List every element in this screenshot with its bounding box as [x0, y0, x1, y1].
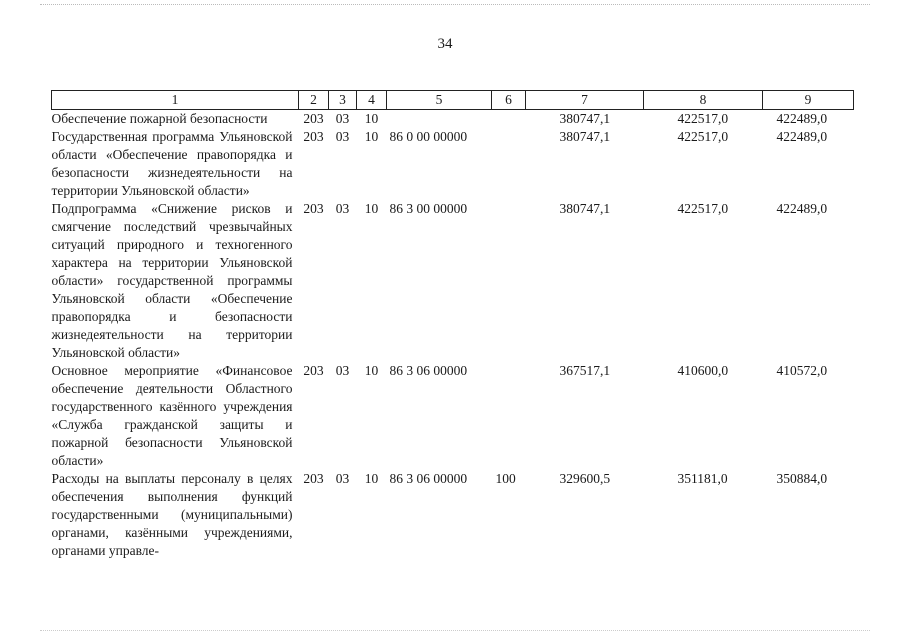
column-header-4: 4 — [357, 91, 387, 110]
column-header-2: 2 — [299, 91, 329, 110]
row-value-7: 367517,1 — [559, 363, 611, 378]
row-code-6 — [492, 362, 526, 470]
row-value-9: 410572,0 — [776, 363, 828, 378]
row-value-7: 329600,5 — [559, 471, 611, 486]
column-header-3: 3 — [329, 91, 357, 110]
column-header-6: 6 — [492, 91, 526, 110]
column-header-5: 5 — [387, 91, 492, 110]
row-code-3: 03 — [335, 471, 350, 486]
row-value-9: 422489,0 — [776, 201, 828, 216]
table-row — [52, 470, 854, 560]
row-value-9: 422489,0 — [776, 111, 828, 126]
row-code-2: 203 — [303, 111, 324, 126]
row-code-2: 203 — [303, 363, 324, 378]
row-name: Обеспечение пожарной безопасности — [51, 111, 268, 126]
row-code-2: 203 — [303, 129, 324, 144]
row-code-4: 10 — [364, 129, 379, 144]
row-code-2: 203 — [303, 201, 324, 216]
row-name: Основное мероприятие «Финансовое обеспечение деятельности Областного государственного казённого учреждения «Служба гражданской защиты и пожарной безопасности Ульяновской области» — [51, 363, 293, 468]
row-value-8: 351181,0 — [677, 471, 728, 486]
row-code-5 — [387, 110, 492, 129]
row-name: Подпрограмма «Снижение рисков и смягчение последствий чрезвычайных ситуаций природного и техногенного характера на территории Ульяновской области» государственной программы Ульяновской области «Обеспечение правопорядка и безопасности жизнедеятельности на территории Ульяновской области» — [51, 201, 293, 360]
column-header-7: 7 — [526, 91, 644, 110]
row-value-8: 422517,0 — [677, 129, 729, 144]
row-code-4: 10 — [364, 201, 379, 216]
row-code-5: 86 3 00 00000 — [389, 201, 468, 216]
scan-artifact-top — [40, 4, 870, 6]
row-value-9: 350884,0 — [776, 471, 828, 486]
column-header-8: 8 — [644, 91, 763, 110]
row-code-4: 10 — [364, 471, 379, 486]
row-value-7: 380747,1 — [559, 201, 611, 216]
row-code-5: 86 0 00 00000 — [389, 129, 468, 144]
table-row — [52, 110, 854, 129]
scan-artifact-bottom — [40, 630, 870, 632]
row-code-3: 03 — [335, 201, 350, 216]
row-value-7: 380747,1 — [559, 111, 611, 126]
row-name: Государственная программа Ульяновской области «Обеспечение правопорядка и безопасности жизнедеятельности на территории Ульяновской области» — [51, 129, 293, 198]
row-code-3: 03 — [335, 129, 350, 144]
table-header-row — [52, 91, 854, 110]
budget-table — [51, 90, 854, 560]
row-value-7: 380747,1 — [559, 129, 611, 144]
row-code-4: 10 — [364, 111, 379, 126]
row-code-4: 10 — [364, 363, 379, 378]
table-row — [52, 128, 854, 200]
table-row — [52, 362, 854, 470]
row-code-3: 03 — [335, 111, 350, 126]
row-code-5: 86 3 06 00000 — [389, 471, 468, 486]
column-header-1: 1 — [52, 91, 299, 110]
row-code-6 — [492, 128, 526, 200]
row-value-8: 410600,0 — [677, 363, 729, 378]
column-header-9: 9 — [763, 91, 854, 110]
row-value-8: 422517,0 — [677, 111, 729, 126]
row-code-3: 03 — [335, 363, 350, 378]
row-name: Расходы на выплаты персоналу в целях обеспечения выполнения функций государственными (муниципальными) органами, казёнными учреждениями, органами управле- — [51, 471, 293, 558]
row-value-8: 422517,0 — [677, 201, 729, 216]
page-number: 34 — [437, 36, 453, 52]
row-code-2: 203 — [303, 471, 324, 486]
row-code-5: 86 3 06 00000 — [389, 363, 468, 378]
row-code-6 — [492, 200, 526, 362]
table-row — [52, 200, 854, 362]
row-code-6 — [492, 110, 526, 129]
row-value-9: 422489,0 — [776, 129, 828, 144]
row-code-6: 100 — [495, 471, 516, 486]
